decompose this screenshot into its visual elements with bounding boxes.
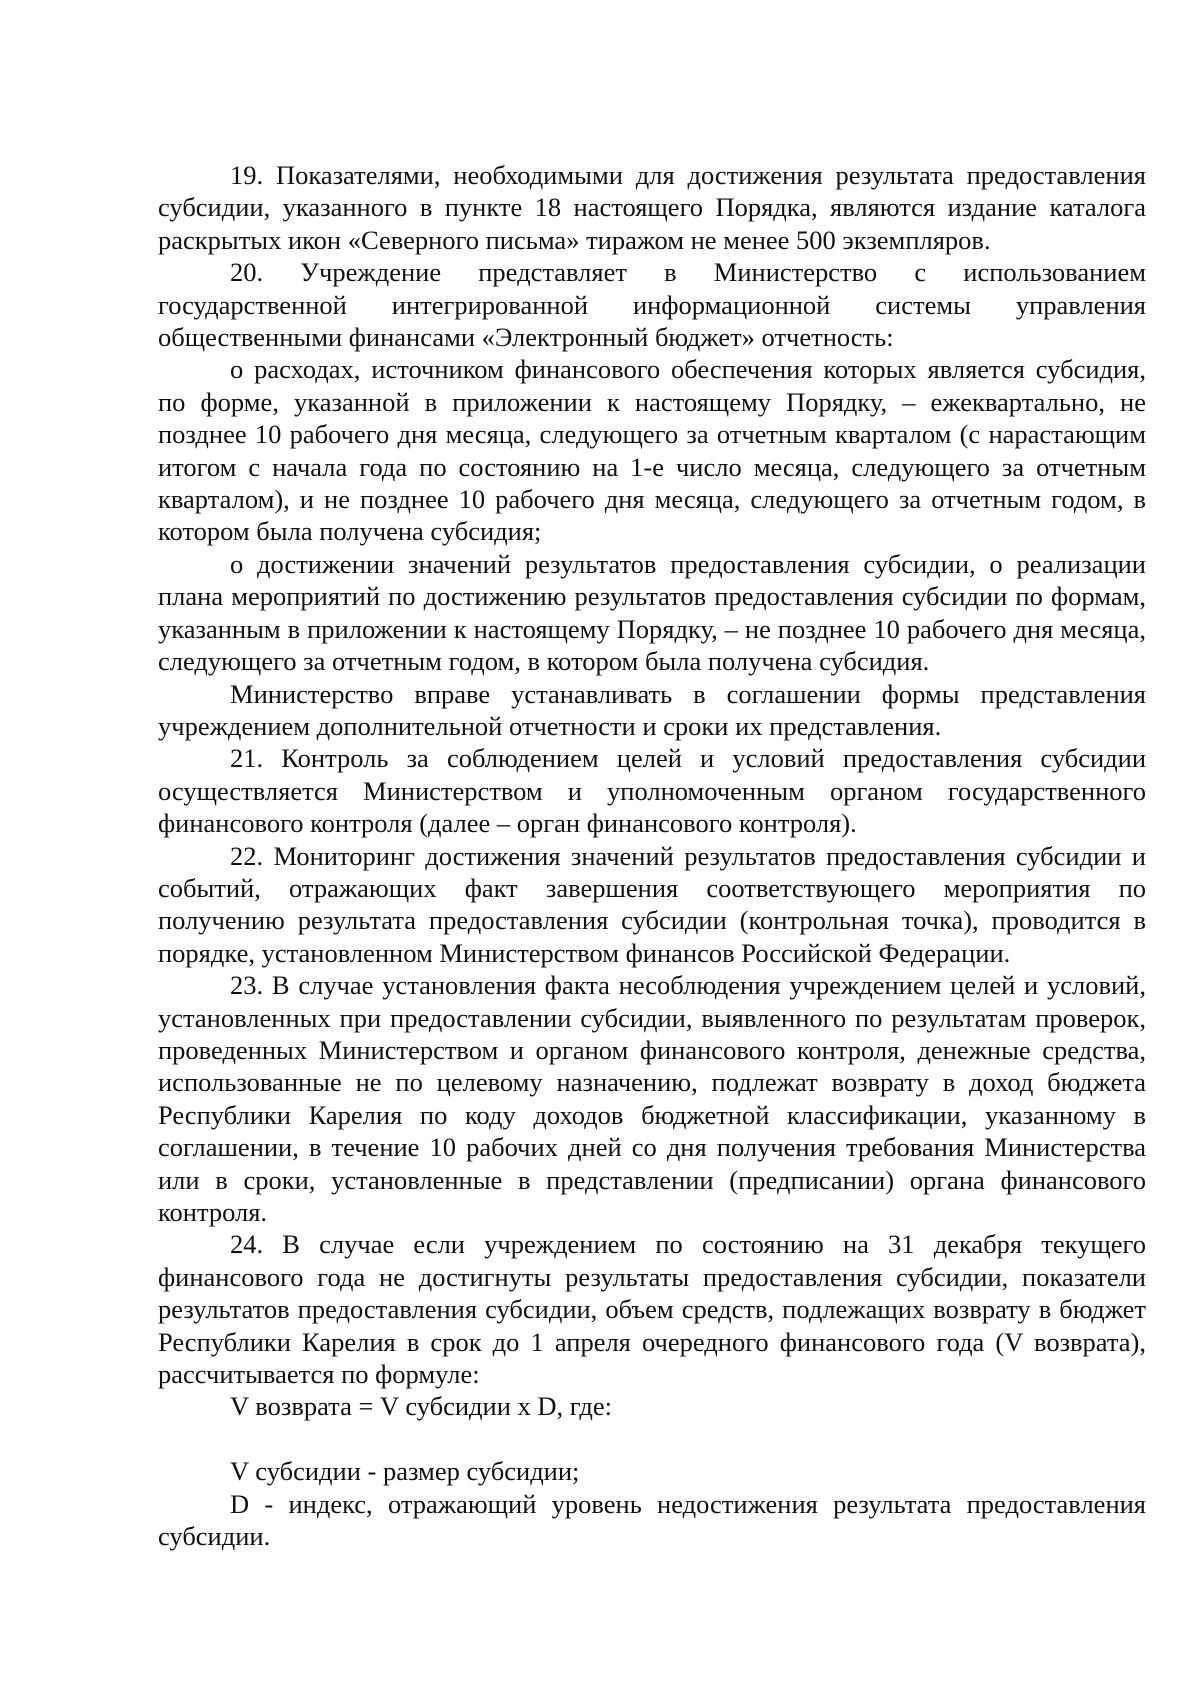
definition-v-subsidy: V субсидии - размер субсидии; [230, 1456, 580, 1487]
paragraph-19: 19. Показателями, необходимыми для достижения результата предоставления субсидии, указанного в пункте 18 настоящего Порядка, являются издание каталога раскрытых икон «Северного письма» тиражом не менее 500 экземпляров. [158, 160, 1146, 255]
paragraph-20-results: о достижении значений результатов предоставления субсидии, о реализации плана мероприятий по достижению результатов предоставления субсидии по формам, указанным в приложении к настоящему Порядку, – не позднее 10 рабочего дня месяца, следующего за отчетным годом, в котором была получена субсидия. [158, 548, 1146, 677]
blank-line [158, 1423, 1146, 1455]
paragraph-23: 23. В случае установления факта несоблюдения учреждением целей и условий, установленных при предоставлении субсидии, выявленного по результатам проверок, проведенных Министерством и органом финансового контроля, денежные средства, использованные не по целевому назначению, подлежат возврату в доход бюджета Республики Карелия по коду доходов бюджетной классификации, указанному в соглашении, в течение 10 рабочих дней со дня получения требования Министерства или в сроки, установленные в представлении (предписании) органа финансового контроля. [158, 970, 1146, 1227]
paragraph-20-expenses: о расходах, источником финансового обеспечения которых является субсидия, по форме, указанной в приложении к настоящему Порядку, – ежеквартально, не позднее 10 рабочего дня месяца, следующего за отчетным кварталом (с нарастающим итогом с начала года по состоянию на 1-е число месяца, следующего за отчетным кварталом), и не позднее 10 рабочего дня месяца, следующего за отчетным годом, в котором была получена субсидия; [158, 354, 1146, 547]
document-body [158, 159, 1146, 1552]
paragraph-20-ministry-right: Министерство вправе устанавливать в соглашении формы представления учреждением дополнительной отчетности и сроки их представления. [158, 678, 1146, 741]
formula: V возврата = V субсидии x D, где: [230, 1391, 612, 1422]
paragraph-21: 21. Контроль за соблюдением целей и условий предоставления субсидии осуществляется Министерством и уполномоченным органом государственного финансового контроля (далее – орган финансового контроля). [158, 743, 1146, 839]
paragraph-22: 22. Мониторинг достижения значений результатов предоставления субсидии и событий, отражающих факт завершения соответствующего мероприятия по получению результата предоставления субсидии (контрольная точка), проводится в порядке, установленном Министерством финансов Российской Федерации. [158, 840, 1146, 968]
paragraph-24: 24. В случае если учреждением по состоянию на 31 декабря текущего финансового года не достигнуты результаты предоставления субсидии, показатели результатов предоставления субсидии, объем средств, подлежащих возврату в бюджет Республики Карелия в срок до 1 апреля очередного финансового года (V возврата), рассчитывается по формуле: [158, 1229, 1146, 1390]
definition-d-index: D - индекс, отражающий уровень недостижения результата предоставления субсидии. [158, 1488, 1146, 1552]
paragraph-20: 20. Учреждение представляет в Министерство с использованием государственной интегрированной информационной системы управления общественными финансами «Электронный бюджет» отчетность: [158, 257, 1146, 353]
